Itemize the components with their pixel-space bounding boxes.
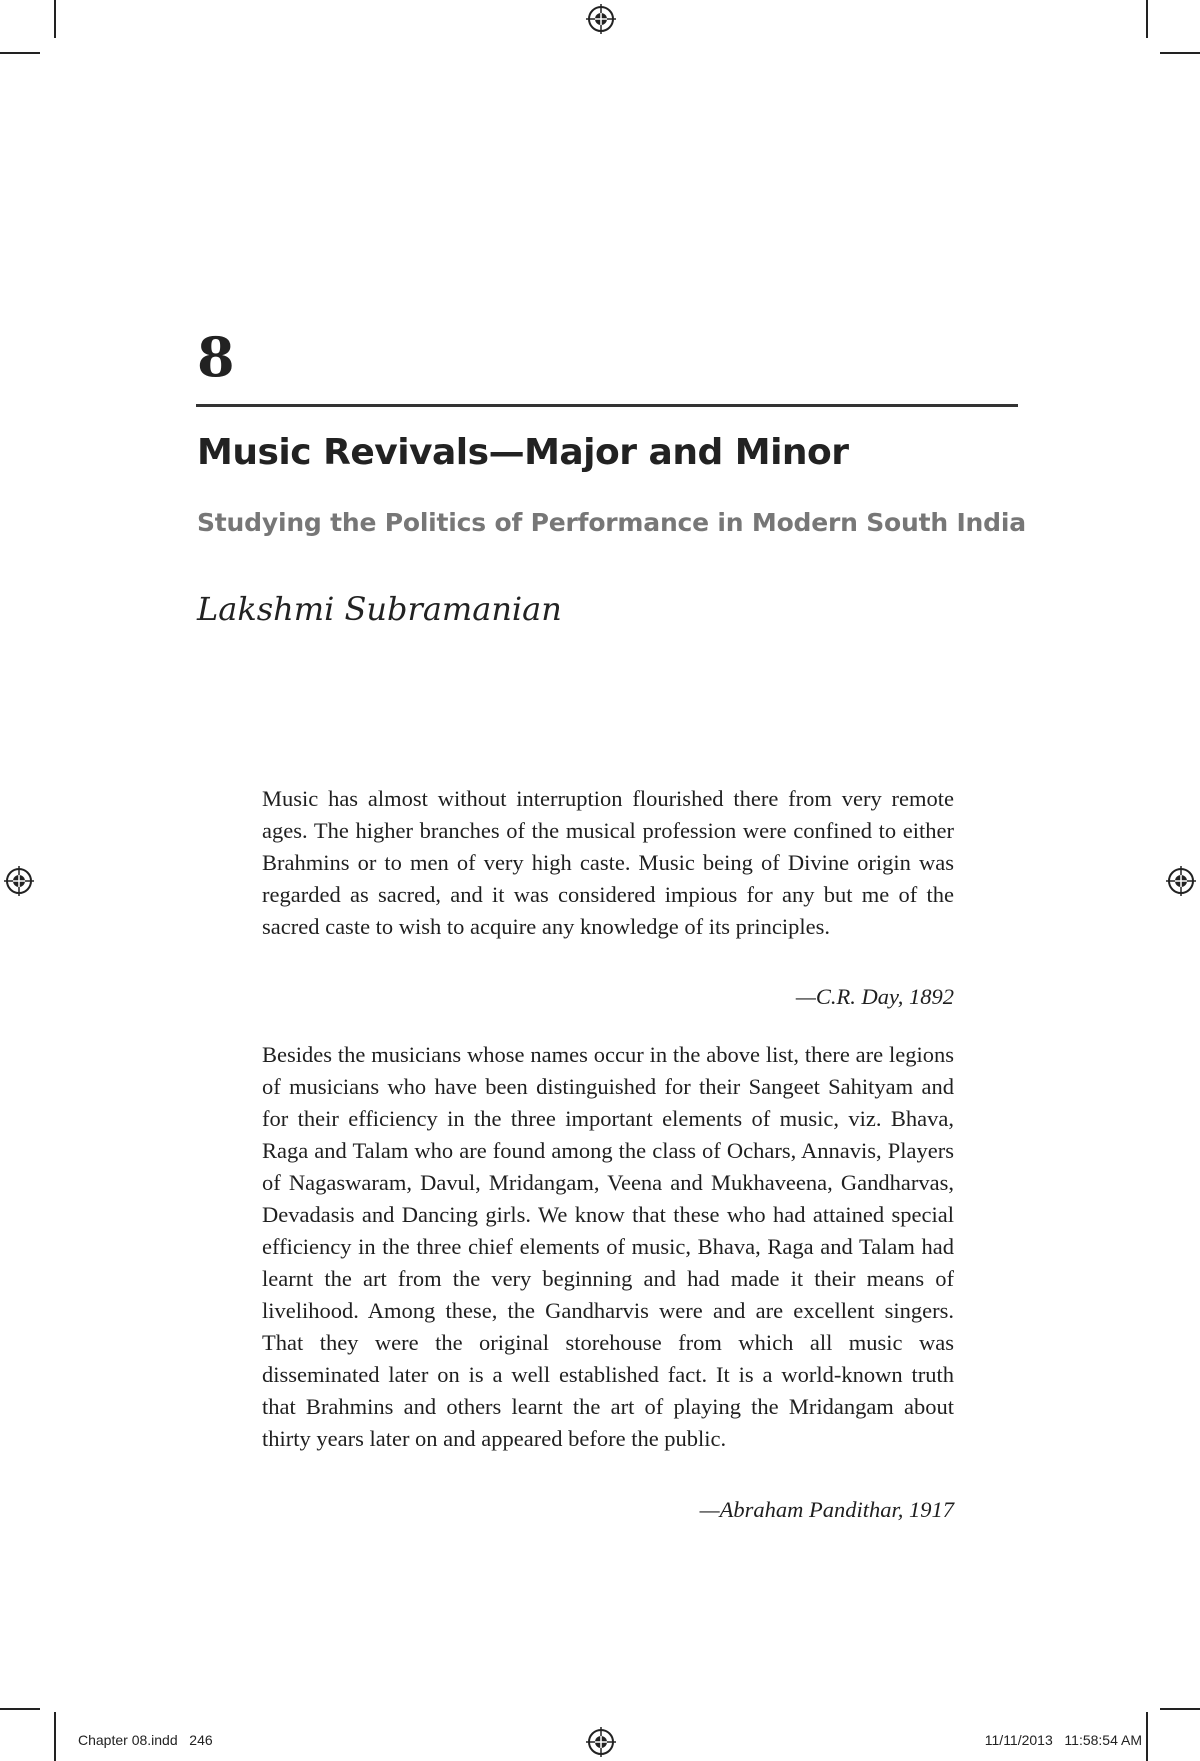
registration-mark-icon — [4, 866, 34, 896]
crop-mark-top-right-vertical — [1146, 0, 1148, 38]
epigraph-attribution: —Abraham Pandithar, 1917 — [699, 1497, 954, 1522]
crop-mark-top-right-horizontal — [1160, 52, 1200, 54]
chapter-author: Lakshmi Subramanian — [197, 590, 562, 628]
registration-mark-icon — [1166, 866, 1196, 896]
crop-mark-top-left-horizontal — [0, 52, 40, 54]
registration-mark-icon — [586, 4, 616, 34]
epigraph-attribution: —C.R. Day, 1892 — [795, 984, 954, 1009]
registration-mark-icon — [586, 1727, 616, 1757]
chapter-title: Music Revivals—Major and Minor — [197, 432, 849, 473]
slug-file-info: Chapter 08.indd 246 — [78, 1732, 213, 1748]
chapter-subtitle: Studying the Politics of Performance in Modern South India — [197, 508, 1026, 537]
chapter-number: 8 — [197, 325, 235, 389]
crop-mark-bottom-right-horizontal — [1160, 1708, 1200, 1710]
slug-timestamp: 11/11/2013 11:58:54 AM — [984, 1732, 1142, 1748]
crop-mark-top-left-vertical — [54, 0, 56, 38]
epigraph-quote: Music has almost without interruption flourished there from very remote ages. The higher branches of the musical profession were confined to either Brahmins or to men of very high caste. Music being of Divine origin was regarded as sacred, and it was considered impious for any but me of the sacred caste to wish to acquire any knowledge of its principles. — [262, 786, 954, 939]
crop-mark-bottom-left-vertical — [54, 1712, 56, 1761]
chapter-rule — [196, 404, 1018, 407]
crop-mark-bottom-left-horizontal — [0, 1708, 40, 1710]
epigraph-quote: Besides the musicians whose names occur in the above list, there are legions of musicians who have been distinguished for their Sangeet Sahityam and for their efficiency in the three important elements of music, viz. Bhava, Raga and Talam who are found among the class of Ochars, Annavis, Players of Nagaswaram, Davul, Mridangam, Veena and Mukhaveena, Gandharvas, Devadasis and Dancing girls. We know that these who had attained special efficiency in the three chief elements of music, Bhava, Raga and Talam had learnt the art from the very beginning and had made it their means of livelihood. Among these, the Gandharvis were and are excellent singers. That they were the original storehouse from which all music was disseminated later on is a well established fact. It is a world-known truth that Brahmins and others learnt the art of playing the Mridangam about thirty years later on and appeared before the public. — [262, 1042, 954, 1451]
crop-mark-bottom-right-vertical — [1146, 1712, 1148, 1761]
